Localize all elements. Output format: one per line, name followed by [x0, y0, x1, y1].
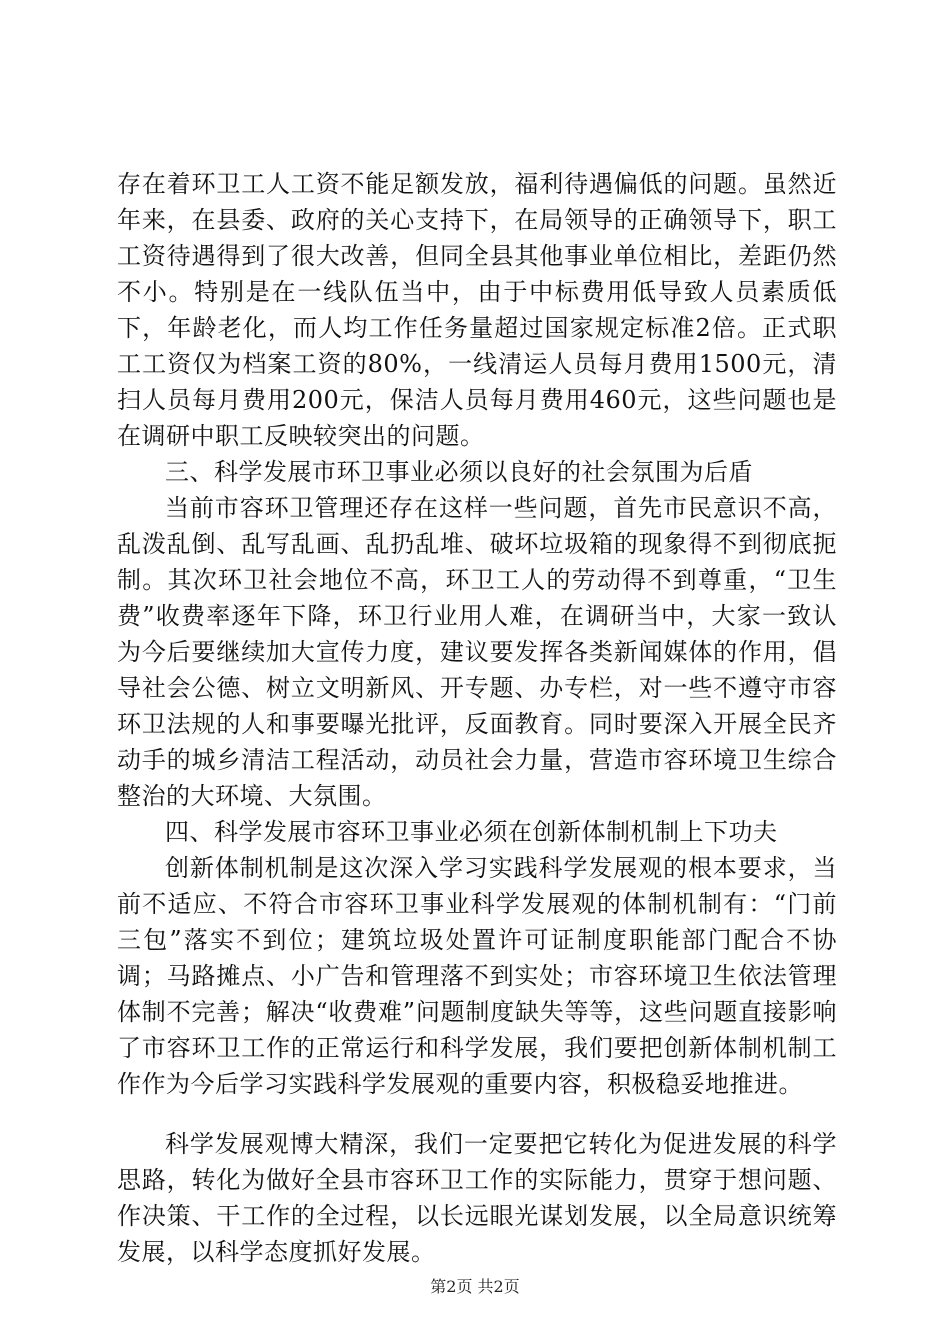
- section-heading-four: 四、科学发展市容环卫事业必须在创新体制机制上下功夫: [165, 818, 778, 846]
- paragraph-social-atmosphere: 当前市容环卫管理还存在这样一些问题，首先市民意识不高，乱泼乱倒、乱写乱画、乱扔乱堆、破坏垃圾箱的现象得不到彻底扼制。其次环卫社会地位不高，环卫工人的劳动得不到尊重，“卫生费”收费率逐年下降，环卫行业用人难，在调研当中，大家一致认为今后要继续加大宣传力度，建议要发挥各类新闻媒体的作用，倡导社会公德、树立文明新风、开专题、办专栏，对一些不遵守市容环卫法规的人和事要曝光批评，反面教育。同时要深入开展全民齐动手的城乡清洁工程活动，动员社会力量，营造市容环境卫生综合整治的大环境、大氛围。: [117, 494, 837, 810]
- page-number-footer: 第2页 共2页: [430, 1277, 520, 1296]
- paragraph-conclusion: 科学发展观博大精深，我们一定要把它转化为促进发展的科学思路，转化为做好全县市容环卫工作的实际能力，贯穿于想问题、作决策、干工作的全过程，以长远眼光谋划发展，以全局意识统筹发展，以科学态度抓好发展。: [117, 1130, 837, 1266]
- section-heading-three: 三、科学发展市环卫事业必须以良好的社会氛围为后盾: [165, 458, 753, 486]
- paragraph-innovation: 创新体制机制是这次深入学习实践科学发展观的根本要求，当前不适应、不符合市容环卫事业科学发展观的体制机制有：“门前三包”落实不到位；建筑垃圾处置许可证制度职能部门配合不协调；马路摊点、小广告和管理落不到实处；市容环境卫生依法管理体制不完善；解决“收费难”问题制度缺失等等，这些问题直接影响了市容环卫工作的正常运行和科学发展，我们要把创新体制机制工作作为今后学习实践科学发展观的重要内容，积极稳妥地推进。: [117, 854, 837, 1098]
- paragraph-wages: 存在着环卫工人工资不能足额发放，福利待遇偏低的问题。虽然近年来，在县委、政府的关心支持下，在局领导的正确领导下，职工工资待遇得到了很大改善，但同全县其他事业单位相比，差距仍然不小。特别是在一线队伍当中，由于中标费用低导致人员素质低下，年龄老化，而人均工作任务量超过国家规定标准2倍。正式职工工资仅为档案工资的80%，一线清运人员每月费用1500元，清扫人员每月费用200元，保洁人员每月费用460元，这些问题也是在调研中职工反映较突出的问题。: [117, 170, 837, 450]
- document-body: [117, 166, 837, 1270]
